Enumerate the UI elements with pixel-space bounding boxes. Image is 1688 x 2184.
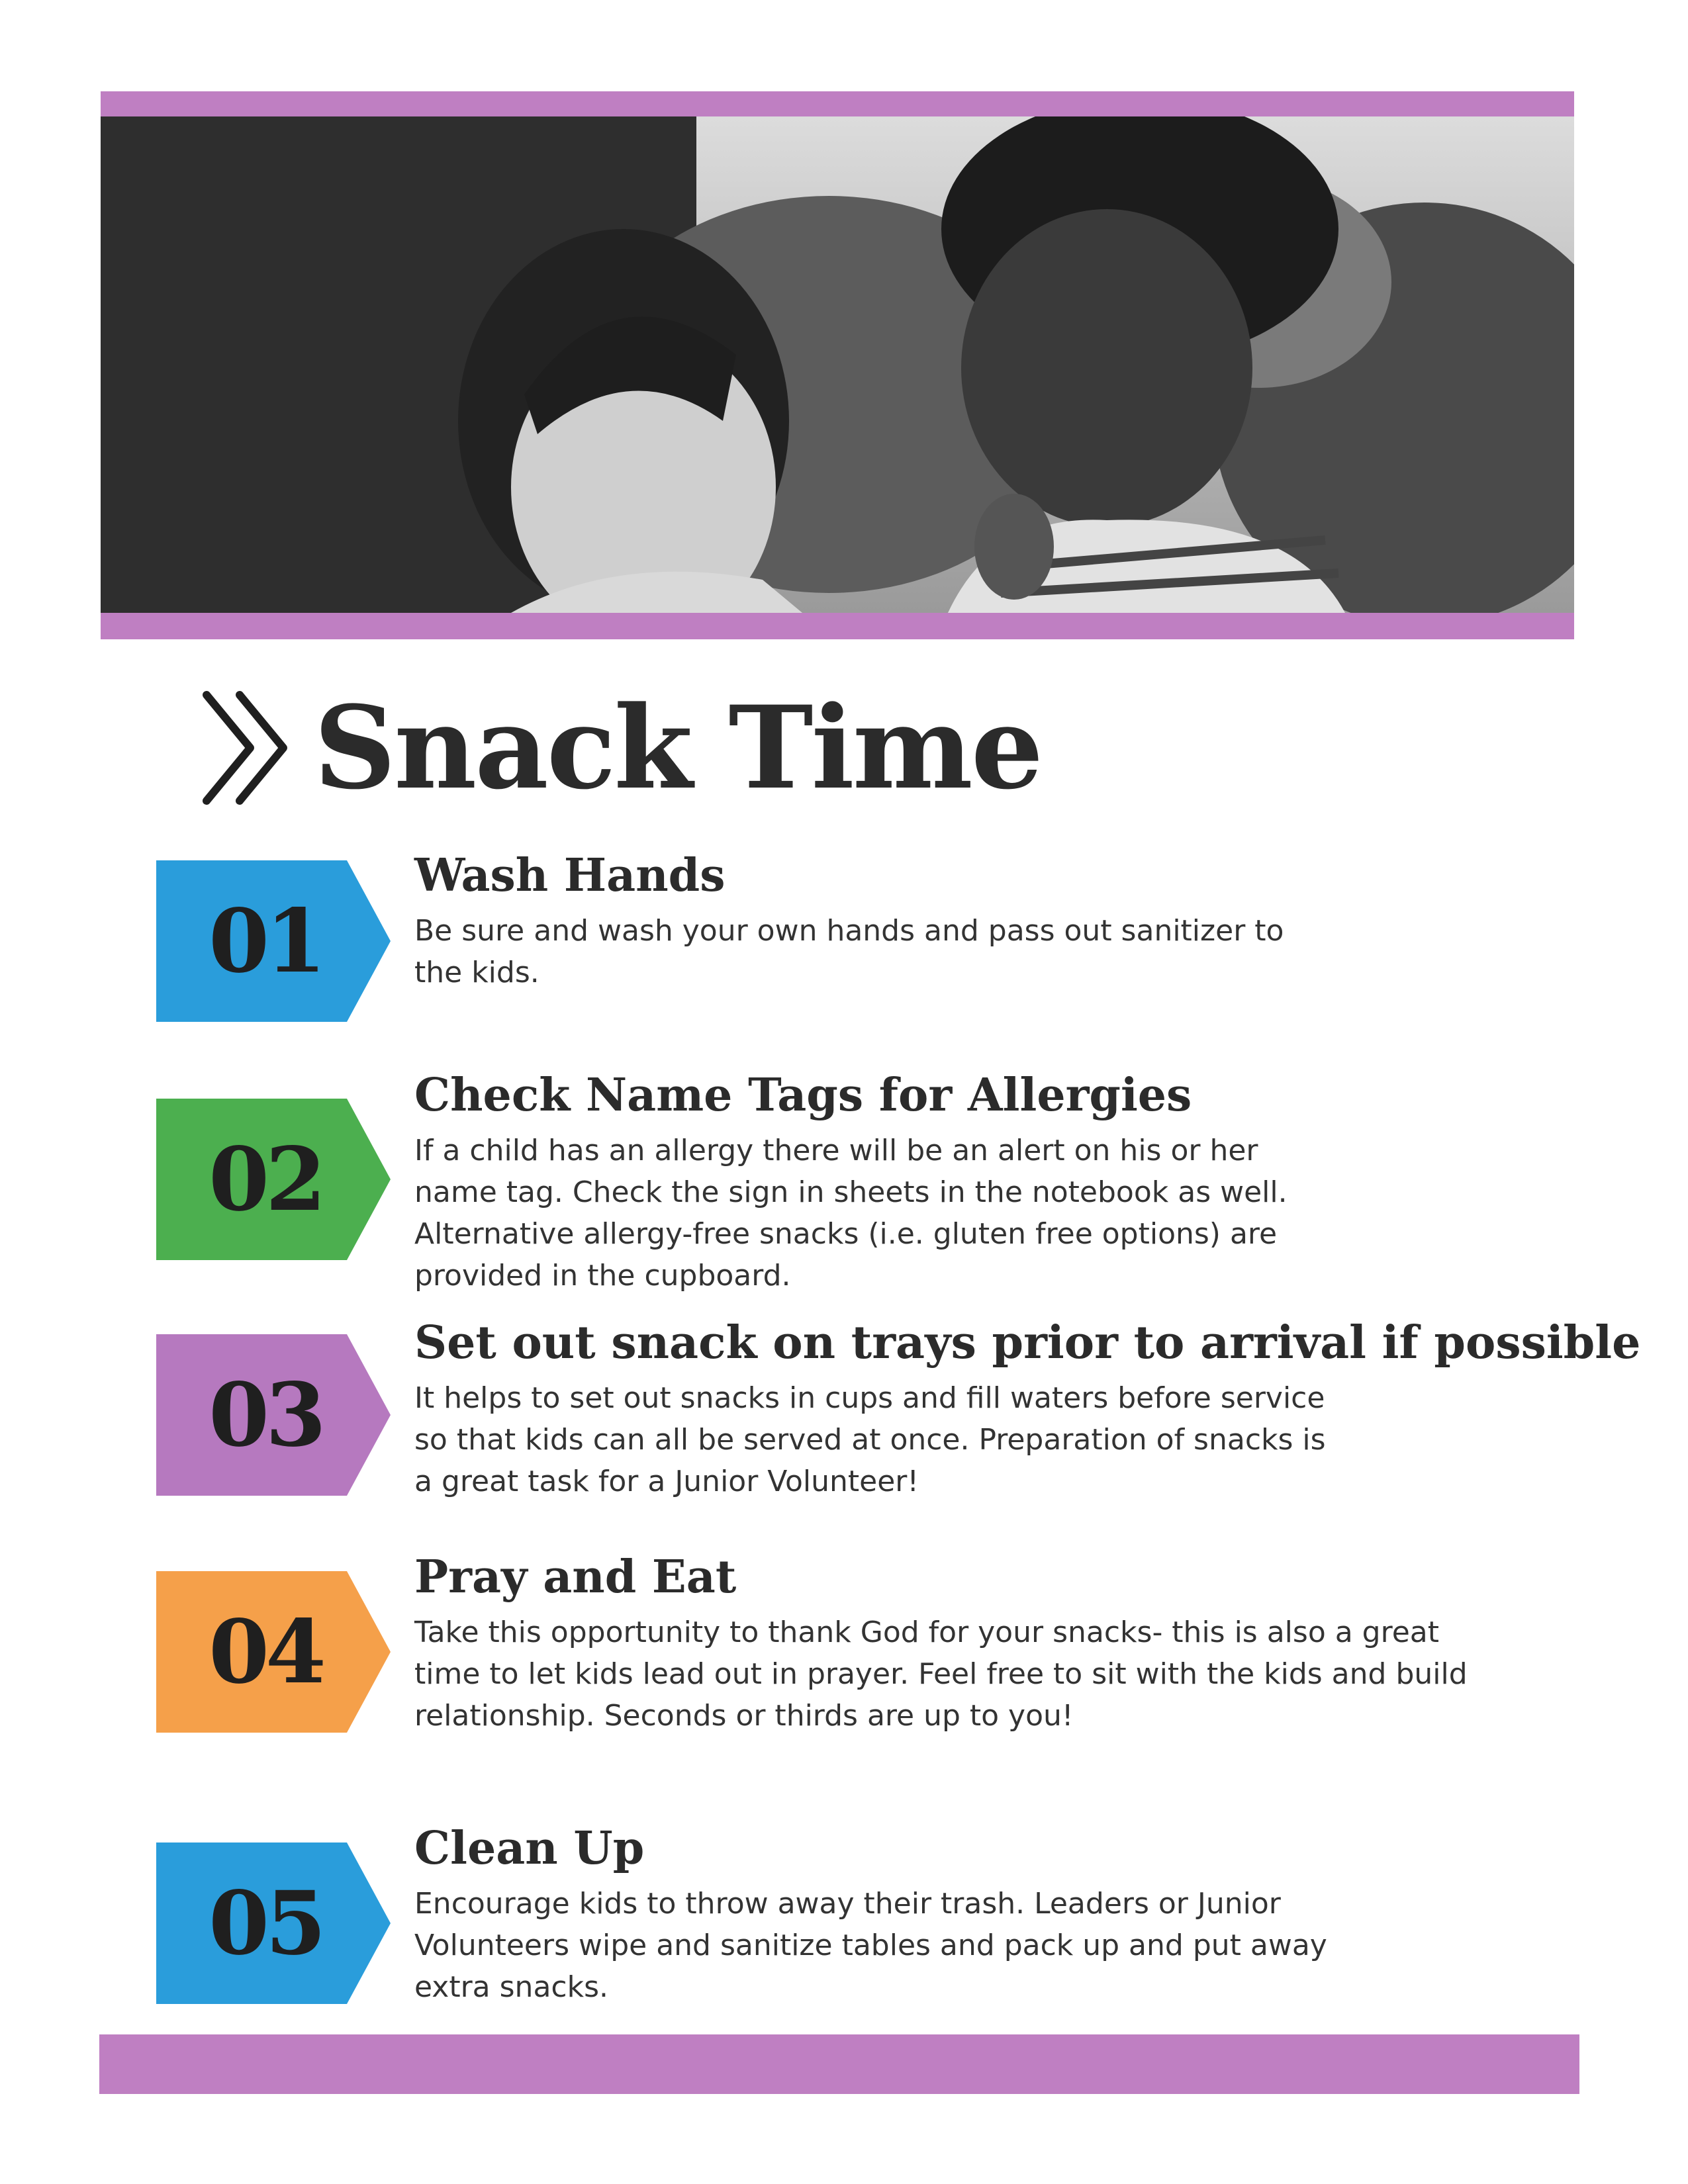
step-description: If a child has an allergy there will be an alert on his or her name tag. Check the sign in sheets in the notebook as well. Alternative allergy-free snacks (i.e. gluten free options) are provided in the cupboard. [414, 1133, 1288, 1293]
step-number-badge [156, 860, 395, 1022]
step-number-badge [156, 1334, 395, 1496]
step-title: Wash Hands [414, 849, 726, 902]
step-title: Pray and Eat [414, 1551, 737, 1604]
step-number: 03 [209, 1363, 322, 1467]
step-number: 01 [209, 889, 322, 993]
step-number: 02 [209, 1128, 322, 1231]
title-row [199, 675, 1041, 821]
step-description: Take this opportunity to thank God for your snacks- this is also a great time to let kids lead out in prayer. Feel free to sit with the kids and build relationship. Seconds or thirds are up to you! [414, 1615, 1468, 1733]
bottom-accent-bar [99, 2034, 1579, 2094]
step-number-badge [156, 1099, 395, 1260]
header-photo [101, 116, 1574, 613]
photo-accent-bar [101, 613, 1574, 639]
page-title: Snack Time [314, 680, 1042, 815]
step-description: Be sure and wash your own hands and pass out sanitizer to the kids. [414, 913, 1284, 989]
photo-two-girls-smiling [101, 116, 1574, 613]
top-accent-bar [101, 91, 1574, 116]
double-chevron-icon [199, 682, 298, 814]
step-description: Encourage kids to throw away their trash. Leaders or Junior Volunteers wipe and sanitize tables and pack up and put away extra snacks. [414, 1886, 1327, 2004]
step-title: Check Name Tags for Allergies [414, 1069, 1192, 1122]
step-title: Clean Up [414, 1822, 645, 1875]
step-number-badge [156, 1843, 395, 2004]
step-description: It helps to set out snacks in cups and fill waters before service so that kids can all be served at once. Preparation of snacks is a great task for a Junior Volunteer! [414, 1381, 1326, 1498]
step-number: 04 [209, 1600, 322, 1704]
step-number: 05 [209, 1872, 322, 1975]
step-number-badge [156, 1571, 395, 1733]
step-title: Set out snack on trays prior to arrival if possible [414, 1316, 1641, 1369]
